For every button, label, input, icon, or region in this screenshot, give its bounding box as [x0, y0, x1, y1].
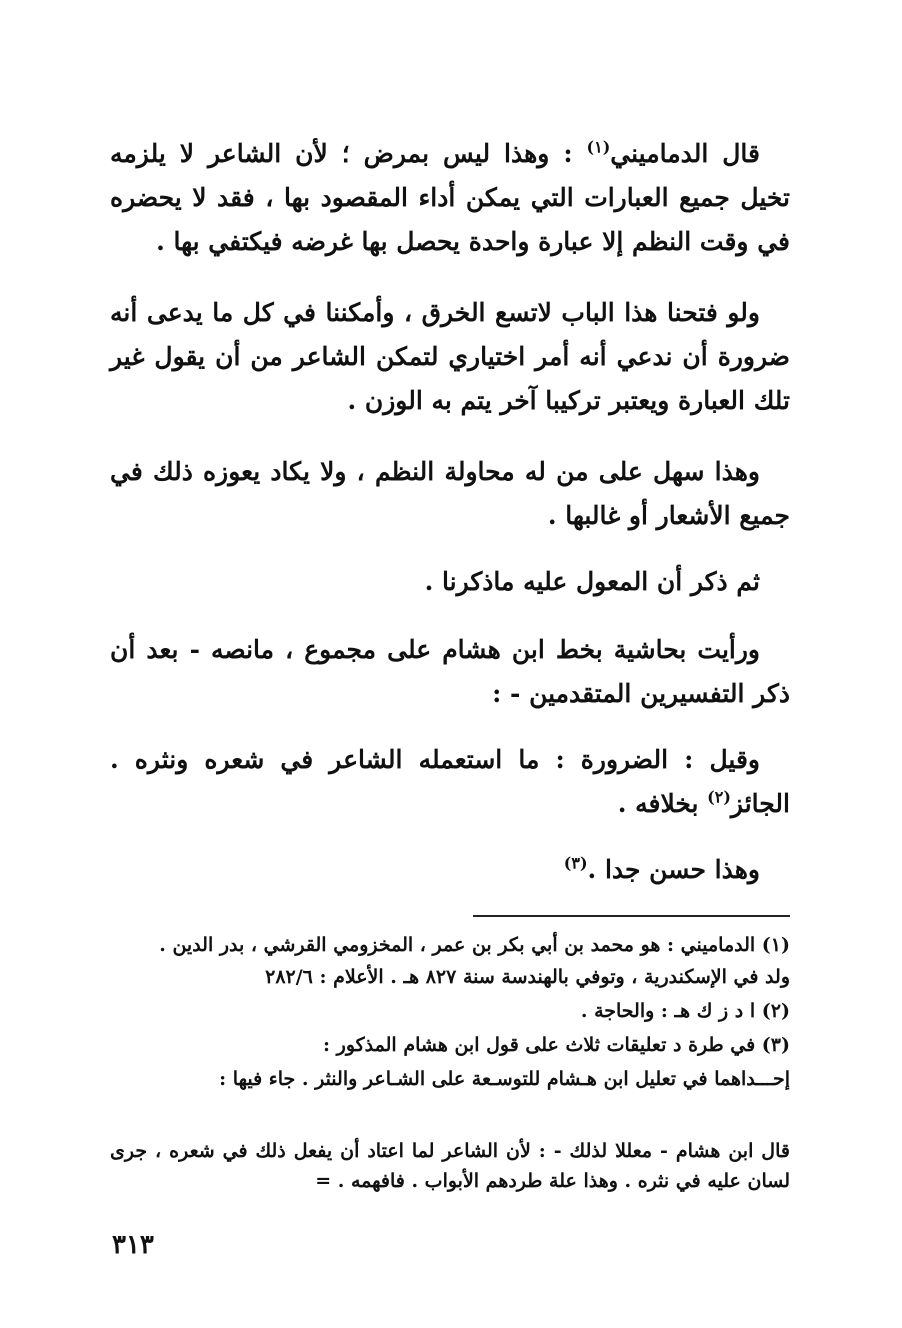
footnote-ref-1: (١) — [586, 137, 611, 157]
footnote-3-line-1: (٣) في طرة د تعليقات ثلاث على قول ابن هشام المذكور : — [323, 1034, 790, 1056]
footnote-ref-2: (٢) — [707, 787, 731, 807]
footnote-separator — [473, 915, 790, 917]
footnote-ref-3: (٣) — [563, 853, 588, 873]
paragraph-6 — [110, 738, 790, 826]
paragraph-4: ثم ذكر أن المعول عليه ماذكرنا . — [424, 567, 760, 596]
paragraph-1-rest: : وهذا ليس بمرض ؛ لأن الشاعر لا يلزمه تخيل جميع العبارات التي يمكن أداء المقصود بها ، فقد لا يحضره في وقت النظم إلا عبارة واحدة يحصل بها غرضه فيكتفي بها . — [110, 139, 790, 256]
footnote-1-line-2: ولد في الإسكندرية ، وتوفي بالهندسة سنة ٨٢٧ هـ . الأعلام : ٢٨٢/٦ — [265, 966, 790, 988]
page-number: ٣١٣ — [112, 1230, 154, 1260]
footnote-2: (٢) ا د ز ك هـ : والحاجة . — [580, 1000, 790, 1022]
paragraph-7-text: وهذا حسن جدا . — [587, 855, 760, 884]
paragraph-6-start: وقيل : الضرورة : ما استعمله الشاعر في شعره ونثره . الجائز — [110, 745, 790, 818]
paragraph-1 — [110, 132, 790, 264]
paragraph-1-start: قال الدماميني — [610, 139, 761, 168]
paragraph-5: ورأيت بحاشية بخط ابن هشام على مجموع ، مانصه - بعد أن ذكر التفسيرين المتقدمين - : — [110, 635, 790, 708]
paragraph-6-rest: بخلافه . — [617, 789, 708, 818]
footnote-3-line-2: إحـــداهما في تعليل ابن هـشام للتوسـعة على الشـاعر والنثر . جاء فيها : — [219, 1068, 790, 1090]
paragraph-3: وهذا سهل على من له محاولة النظم ، ولا يكاد يعوزه ذلك في جميع الأشعار أو غالبها . — [110, 457, 790, 530]
paragraph-2: ولو فتحنا هذا الباب لاتسع الخرق ، وأمكننا في كل ما يدعى أنه ضرورة أن ندعي أنه أمر اختياري لتمكن الشاعر من أن يقول غير تلك العبارة ويعتبر تركيبا آخر يتم به الوزن . — [110, 298, 790, 415]
footnote-3-line-3: قال ابن هشام - معللا لذلك - : لأن الشاعر لما اعتاد أن يفعل ذلك في شعره ، جرى لسان عليه في نثره . وهذا علة طردهم الأبواب . فافهمه . = — [110, 1140, 790, 1192]
paragraph-7 — [110, 848, 790, 892]
footnote-1-line-1: (١) الدماميني : هو محمد بن أبي بكر بن عمر ، المخزومي القرشي ، بدر الدين . — [159, 934, 790, 956]
